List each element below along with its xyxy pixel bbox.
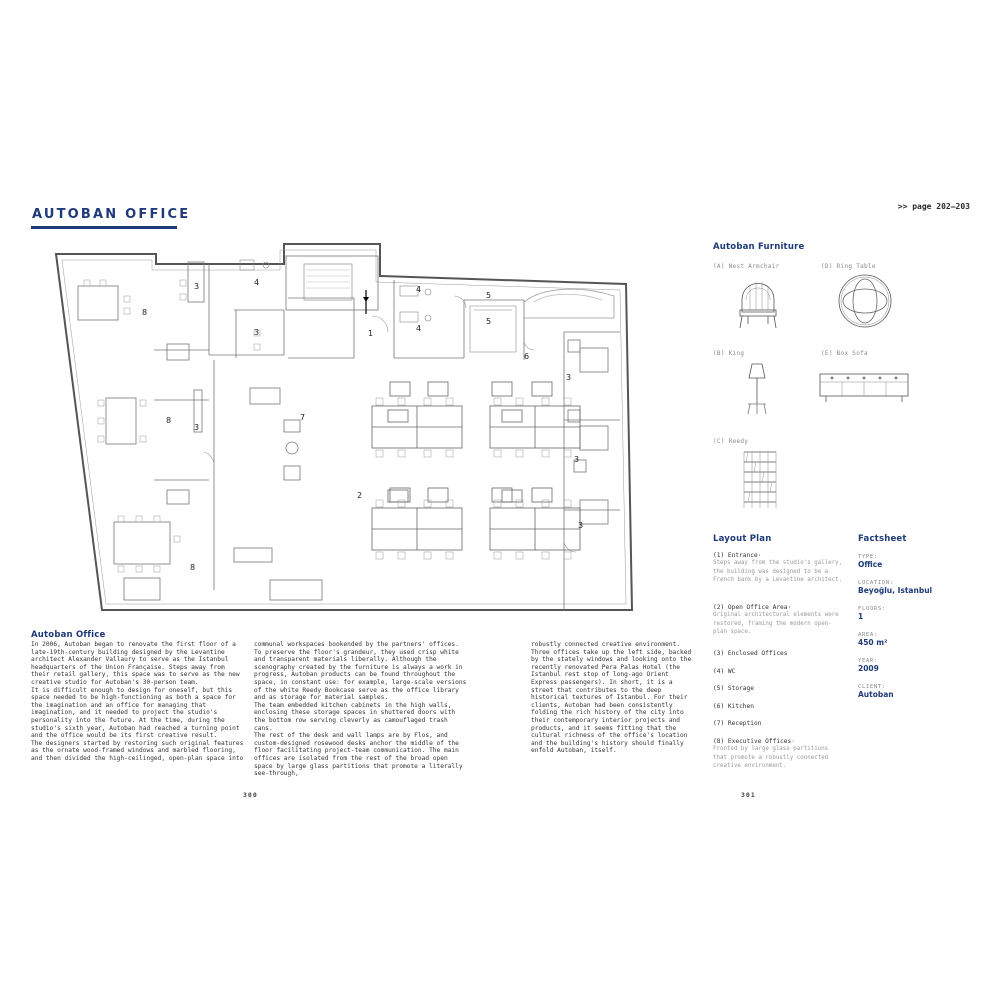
page-number-left: 300 bbox=[243, 791, 258, 799]
layout-plan-item bbox=[713, 552, 843, 585]
article-paragraph: communal workspaces bookended by the partners' offices. To preserve the floor's grandeur, they used crisp white and transparent materials liberally. Although the scenography created by the furniture is always a work in progress, Autoban products can be found throughout the space, in constant use: for example, large-scale versions of the white Reedy Bookcase serve as the office library and as storage for material samples. bbox=[254, 641, 467, 702]
plan-label-3: 3 bbox=[194, 423, 200, 432]
plan-label-5: 5 bbox=[486, 291, 492, 300]
layout-plan-item bbox=[713, 703, 843, 710]
plan-label-1: 1 bbox=[368, 329, 374, 338]
factsheet-label: FLOORS: bbox=[858, 606, 886, 612]
article-paragraph: In 2006, Autoban began to renovate the first floor of a late-19th-century building designed by the Levantine architect Alexander Vallaury to serve as the Istanbul headquarters of the Union Française. Steps away from their retail gallery, this space was to serve as the new creative studio for Autoban's 30-person team. bbox=[31, 641, 240, 686]
layout-plan-item-label: (6) Kitchen bbox=[713, 703, 754, 710]
partitions bbox=[154, 264, 620, 610]
plan-label-5: 5 bbox=[486, 317, 492, 326]
factsheet-item bbox=[858, 632, 887, 647]
layout-plan-item bbox=[713, 738, 843, 771]
factsheet-value: Autoban bbox=[858, 690, 894, 699]
factsheet-heading: Factsheet bbox=[858, 534, 907, 544]
article-paragraph: The rest of the desk and wall lamps are by Flos, and custom-designed rosewood desks anchor the middle of the floor facilitating project-team communication. The main offices are isolated from the rest of the broad open space by large glass partitions that promote a literally see-through, bbox=[254, 732, 463, 778]
article-paragraph: Three offices take up the left side, backed by the stately windows and looking onto the recently renovated Pera Palas Hotel (the Istanbul rest stop of long-ago Orient Express passengers). In short, it is a street that contributes to the deep historical textures of Istanbul. For their clients, Autoban had been consistently folding the rich history of the city into their contemporary interior projects and products, and it seems fitting that the cultural richness of the office's location and the building's history should finally enfold Autoban, itself. bbox=[531, 648, 692, 755]
article-column-2 bbox=[254, 641, 468, 778]
layout-plan-item-desc: Steps away from the studio's gallery, the building was designed to be a French bank by a Levantine architect. bbox=[713, 560, 843, 584]
plan-label-7: 7 bbox=[300, 413, 306, 422]
factsheet-item bbox=[858, 554, 882, 569]
article-paragraph: robustly connected creative environment. bbox=[531, 641, 681, 648]
furniture-heading: Autoban Furniture bbox=[713, 242, 805, 252]
layout-plan-item bbox=[713, 720, 843, 727]
plan-label-3: 3 bbox=[578, 521, 584, 530]
furniture-label: (B) King bbox=[713, 350, 745, 357]
layout-plan-item-label: (2) Open Office Area· bbox=[713, 604, 792, 611]
layout-plan-item-desc: Fronted by large glass partitions that promote a robustly connected creative environment. bbox=[713, 746, 829, 770]
plan-label-3: 3 bbox=[566, 373, 572, 382]
furniture-label: (E) Box Sofa bbox=[821, 350, 868, 357]
page-reference-link[interactable]: >> page 202–203 bbox=[897, 202, 970, 211]
layout-plan-item-label: (1) Entrance· bbox=[713, 552, 762, 559]
article-column-1 bbox=[31, 641, 245, 763]
floor-plan bbox=[54, 240, 654, 618]
furniture-label: (A) Nest Armchair bbox=[713, 263, 780, 270]
layout-plan-item-label: (3) Enclosed Offices bbox=[713, 650, 788, 657]
layout-plan-item bbox=[713, 685, 843, 692]
page-number-right: 301 bbox=[741, 791, 756, 799]
title-underline bbox=[31, 226, 177, 229]
article-paragraph: The team embedded kitchen cabinets in the high walls, enclosing these storage spaces in shuttered doors with the bottom row serving cleverly as camouflaged trash cans. bbox=[254, 701, 456, 732]
factsheet-label: LOCATION: bbox=[858, 580, 894, 586]
factsheet-label: AREA: bbox=[858, 632, 878, 638]
factsheet-label: CLIENT: bbox=[858, 684, 886, 690]
ring-table-icon bbox=[836, 272, 894, 330]
factsheet-value: 2009 bbox=[858, 664, 879, 673]
plan-label-8: 8 bbox=[190, 563, 196, 572]
layout-plan-item-label: (5) Storage bbox=[713, 685, 754, 692]
factsheet-label: TYPE: bbox=[858, 554, 878, 560]
factsheet-label: YEAR: bbox=[858, 658, 878, 664]
plan-label-4: 4 bbox=[416, 324, 422, 333]
furniture-label: (D) Ring Table bbox=[821, 263, 876, 270]
article-column-3 bbox=[531, 641, 693, 755]
layout-plan-item-label: (7) Reception bbox=[713, 720, 762, 727]
king-lamp-icon bbox=[742, 360, 772, 420]
factsheet-value: Office bbox=[858, 560, 883, 569]
article-paragraph: It is difficult enough to design for oneself, but this space needed to be high-functioning as both a space for the imagination and an office for managing that imagination, and it needed to project the studio's personality into the future. At the time, during the studio's sixth year, Autoban had reached a turning point and the office would be its first creative result. bbox=[31, 686, 240, 740]
furniture-label: (C) Reedy bbox=[713, 438, 749, 445]
factsheet-item bbox=[858, 658, 879, 673]
box-sofa-icon bbox=[818, 370, 910, 406]
plan-label-3: 3 bbox=[194, 282, 200, 291]
factsheet-item bbox=[858, 606, 886, 621]
factsheet-value: 450 m² bbox=[858, 638, 888, 647]
layout-plan-item-desc: Original architectural elements were restored, framing the modern open-plan space. bbox=[713, 612, 839, 636]
article-heading: Autoban Office bbox=[31, 630, 106, 640]
layout-plan-item-label: (8) Executive Offices· bbox=[713, 738, 795, 745]
plan-label-8: 8 bbox=[142, 308, 148, 317]
reedy-bookcase-icon bbox=[740, 448, 780, 512]
plan-label-2: 2 bbox=[357, 491, 363, 500]
plan-label-8: 8 bbox=[166, 416, 172, 425]
factsheet-value: 1 bbox=[858, 612, 864, 621]
layout-plan-item bbox=[713, 650, 843, 657]
layout-plan-item-label: (4) WC bbox=[713, 668, 736, 675]
layout-plan-heading: Layout Plan bbox=[713, 534, 772, 544]
factsheet-item bbox=[858, 580, 932, 595]
factsheet-item bbox=[858, 684, 894, 699]
article-paragraph: The designers started by restoring such original features as the ornate wood-framed windows and marbled flooring, and then divided the high-ceilinged, open-plan space into bbox=[31, 739, 244, 762]
nest-armchair-icon bbox=[736, 270, 780, 330]
page-title: AUTOBAN OFFICE bbox=[32, 207, 191, 222]
layout-plan-item bbox=[713, 604, 843, 637]
layout-plan-item bbox=[713, 668, 843, 675]
factsheet-value: Beyoğlu, Istanbul bbox=[858, 586, 933, 595]
plan-label-6: 6 bbox=[524, 352, 530, 361]
plan-label-4: 4 bbox=[254, 278, 260, 287]
plan-label-3: 3 bbox=[574, 455, 580, 464]
plan-label-4: 4 bbox=[416, 285, 422, 294]
plan-label-3: 3 bbox=[254, 328, 260, 337]
